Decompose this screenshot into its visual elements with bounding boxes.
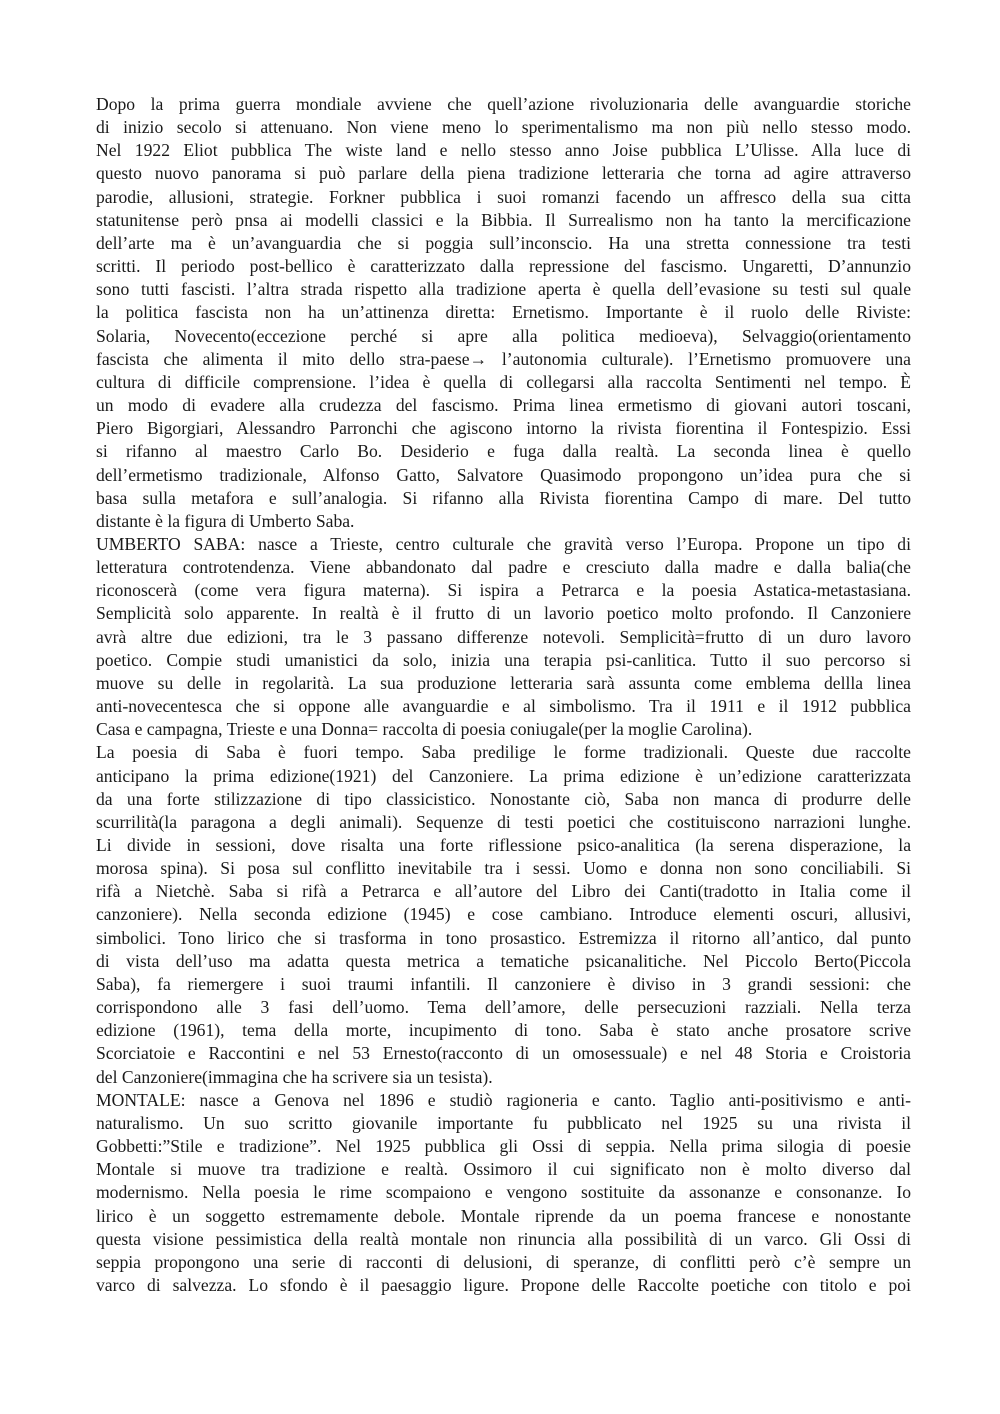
text-line: dell’ermetismo tradizionale, Alfonso Gatto, Salvatore Quasimodo propongono un’idea pura che si <box>96 464 911 485</box>
text-line: morosa spina). Si posa sul conflitto inevitabile tra i sessi. Uomo e donna non sono conciliabili. Si <box>96 858 911 879</box>
text-line: Dopo la prima guerra mondiale avviene che quell’azione rivoluzionaria delle avanguardie storiche <box>96 94 911 114</box>
text-line: parodie, allusioni, strategie. Forkner pubblica i suoi romanzi facendo un affresco della sua citta <box>96 186 911 207</box>
text-line: varco di salvezza. Lo sfondo è il paesaggio ligure. Propone delle Raccolte poetiche con titolo e poi <box>96 1274 911 1295</box>
text-line: poetico. Compie studi umanistici da solo, inizia una terapia psi-canlitica. Tutto il suo percorso si <box>96 649 911 670</box>
text-line: Scorciatoie e Raccontini e nel 53 Ernesto(racconto di un omosessuale) e nel 48 Storia e Croistoria <box>96 1043 911 1064</box>
text-line: Nel 1922 Eliot pubblica The wiste land e nello stesso anno Joise pubblica L’Ulisse. Alla luce di <box>96 140 911 161</box>
text-line: seppia propongono una serie di racconti di delusioni, di speranze, di conflitti però c’è sempre un <box>96 1251 911 1272</box>
text-line: un modo di evadere alla crudezza del fascismo. Prima linea ermetismo di giovani autori toscani, <box>96 395 911 416</box>
text-line: si rifanno al maestro Carlo Bo. Desiderio e fuga dalla realtà. La seconda linea è quello <box>96 441 911 462</box>
text-line: fascista che alimenta il mito dello stra-paese→ l’autonomia culturale). l’Ernetismo promuovere una <box>96 348 911 369</box>
text-line: Semplicità solo apparente. In realtà è il frutto di un lavorio poetico molto profondo. Il Canzoniere <box>96 603 911 624</box>
text-line: di inizio secolo si attenuano. Non viene meno lo sperimentalismo ma non più nello stesso modo. <box>96 117 911 138</box>
text-line: Li divide in sessioni, dove risalta una forte riflessione psico-analitica (la serena disperazione, la <box>96 835 911 855</box>
text-line: distante è la figura di Umberto Saba. <box>96 510 355 531</box>
text-line: corrispondono alle 3 fasi dell’uomo. Tema dell’amore, delle persecuzioni razziali. Nella terza <box>96 997 911 1018</box>
text-line: MONTALE: nasce a Genova nel 1896 e studiò ragioneria e canto. Taglio anti-positivismo e anti- <box>96 1089 911 1110</box>
text-line: la politica fascista non ha un’attinenza diretta: Ernetismo. Importante è il ruolo delle Riviste: <box>96 302 911 323</box>
text-line: La poesia di Saba è fuori tempo. Saba predilige le forme tradizionali. Queste due raccolte <box>96 742 911 763</box>
text-line: UMBERTO SABA: nasce a Trieste, centro culturale che gravità verso l’Europa. Propone un tipo di <box>96 533 911 554</box>
text-line: di vista dell’uso ma adatta questa metrica a tematiche psicanalitiche. Nel Piccolo Berto(Piccola <box>96 950 911 971</box>
text-line: muove su delle in regolarità. La sua produzione letteraria sarà assunta come emblema dellla linea <box>96 672 911 693</box>
text-line: da una forte stilizzazione di tipo classicistico. Nonostante ciò, Saba non manca di produrre delle <box>96 788 911 809</box>
text-line: scritti. Il periodo post-bellico è caratterizzato dalla repressione del fascismo. Ungaretti, D’annunzio <box>96 256 911 277</box>
text-line: simbolici. Tono lirico che si trasforma in tono prosastico. Estremizza il ritorno all’antico, dal punto <box>96 927 911 948</box>
text-line: questa visione pessimistica della realtà montale non rinuncia alla possibilità di un varco. Gli Ossi di <box>96 1228 911 1249</box>
text-line: lirico è un soggetto estremamente debole. Montale riprende da un poema francese e nonostante <box>96 1205 911 1226</box>
text-line: riconoscerà (come vera figura materna). Si ispira a Petrarca e la poesia Astatica-metastasiana. <box>96 580 911 601</box>
text-line: statunitense però pnsa ai modelli classici e la Bibbia. Il Surrealismo non ha tanto la mercificazione <box>96 209 911 230</box>
text-line: Gobbetti:”Stile e tradizione”. Nel 1925 pubblica gli Ossi di seppia. Nella prima silogia di poesie <box>96 1136 911 1157</box>
text-line: canzoniere). Nella seconda edizione (1945) e cose cambiano. Introduce elementi oscuri, allusivi, <box>96 904 911 925</box>
text-line: basa sulla metafora e sull’analogia. Si rifanno alla Rivista fiorentina Campo di mare. Del tutto <box>96 487 911 508</box>
text-line: Piero Bigorgiari, Alessandro Parronchi che agiscono intorno la rivista fiorentina il Fontespizio. Essi <box>96 418 911 439</box>
document-page <box>96 93 911 1297</box>
text-line: del Canzoniere(immagina che ha scrivere sia un tesista). <box>96 1066 493 1087</box>
text-line: scurrilità(la paragona a degli animali). Sequenze di testi poetici che costituiscono narrazioni lunghe. <box>96 811 911 832</box>
text-line: rifà a Nietchè. Saba si rifà a Petrarca e all’autore del Libro dei Canti(tradotto in Italia come il <box>96 881 911 902</box>
text-line: cultura di difficile comprensione. l’idea è quella di collegarsi alla raccolta Sentimenti nel tempo. È <box>96 371 911 392</box>
text-line: edizione (1961), tema della morte, incupimento di tono. Saba è stato anche prosatore scrive <box>96 1020 911 1041</box>
text-line: naturalismo. Un suo scritto giovanile importante fu pubblicato nel 1925 su una rivista il <box>96 1112 911 1133</box>
text-line: modernismo. Nella poesia le rime scompaiono e vengono sostituite da assonanze e consonanze. Io <box>96 1182 911 1203</box>
text-line: Saba), fa riemergere i suoi traumi infantili. Il canzoniere è diviso in 3 grandi sessioni: che <box>96 973 911 994</box>
text-line: dell’arte ma è un’avanguardia che si poggia sull’inconscio. Ha una stretta connessione tra testi <box>96 232 911 253</box>
text-line: Montale si muove tra tradizione e realtà. Ossimoro il cui significato non è molto diverso dal <box>96 1159 911 1180</box>
text-line: Casa e campagna, Trieste e una Donna= raccolta di poesia coniugale(per la moglie Carolina). <box>96 719 753 740</box>
text-line: anti-novecentesca che si oppone alle avanguardie e al simbolismo. Tra il 1911 e il 1912 pubblica <box>96 696 911 717</box>
text-line: Solaria, Novecento(eccezione perché si apre alla politica medioeva), Selvaggio(orientamento <box>96 325 911 346</box>
text-line: letteratura controtendenza. Viene abbandonato dal padre e cresciuto dalla madre e dalla balia(che <box>96 557 911 578</box>
text-line: avrà altre due edizioni, tra le 3 passano differenze notevoli. Semplicità=frutto di un duro lavoro <box>96 626 911 647</box>
text-line: sono tutti fascisti. l’altra strada rispetto alla tradizione aperta è quella dell’evasione su testi sul quale <box>96 279 911 300</box>
text-line: anticipano la prima edizione(1921) del Canzoniere. La prima edizione è un’edizione caratterizzata <box>96 765 911 786</box>
text-line: questo nuovo panorama si può parlare della piena tradizione letteraria che torna ad agire attraverso <box>96 163 911 184</box>
